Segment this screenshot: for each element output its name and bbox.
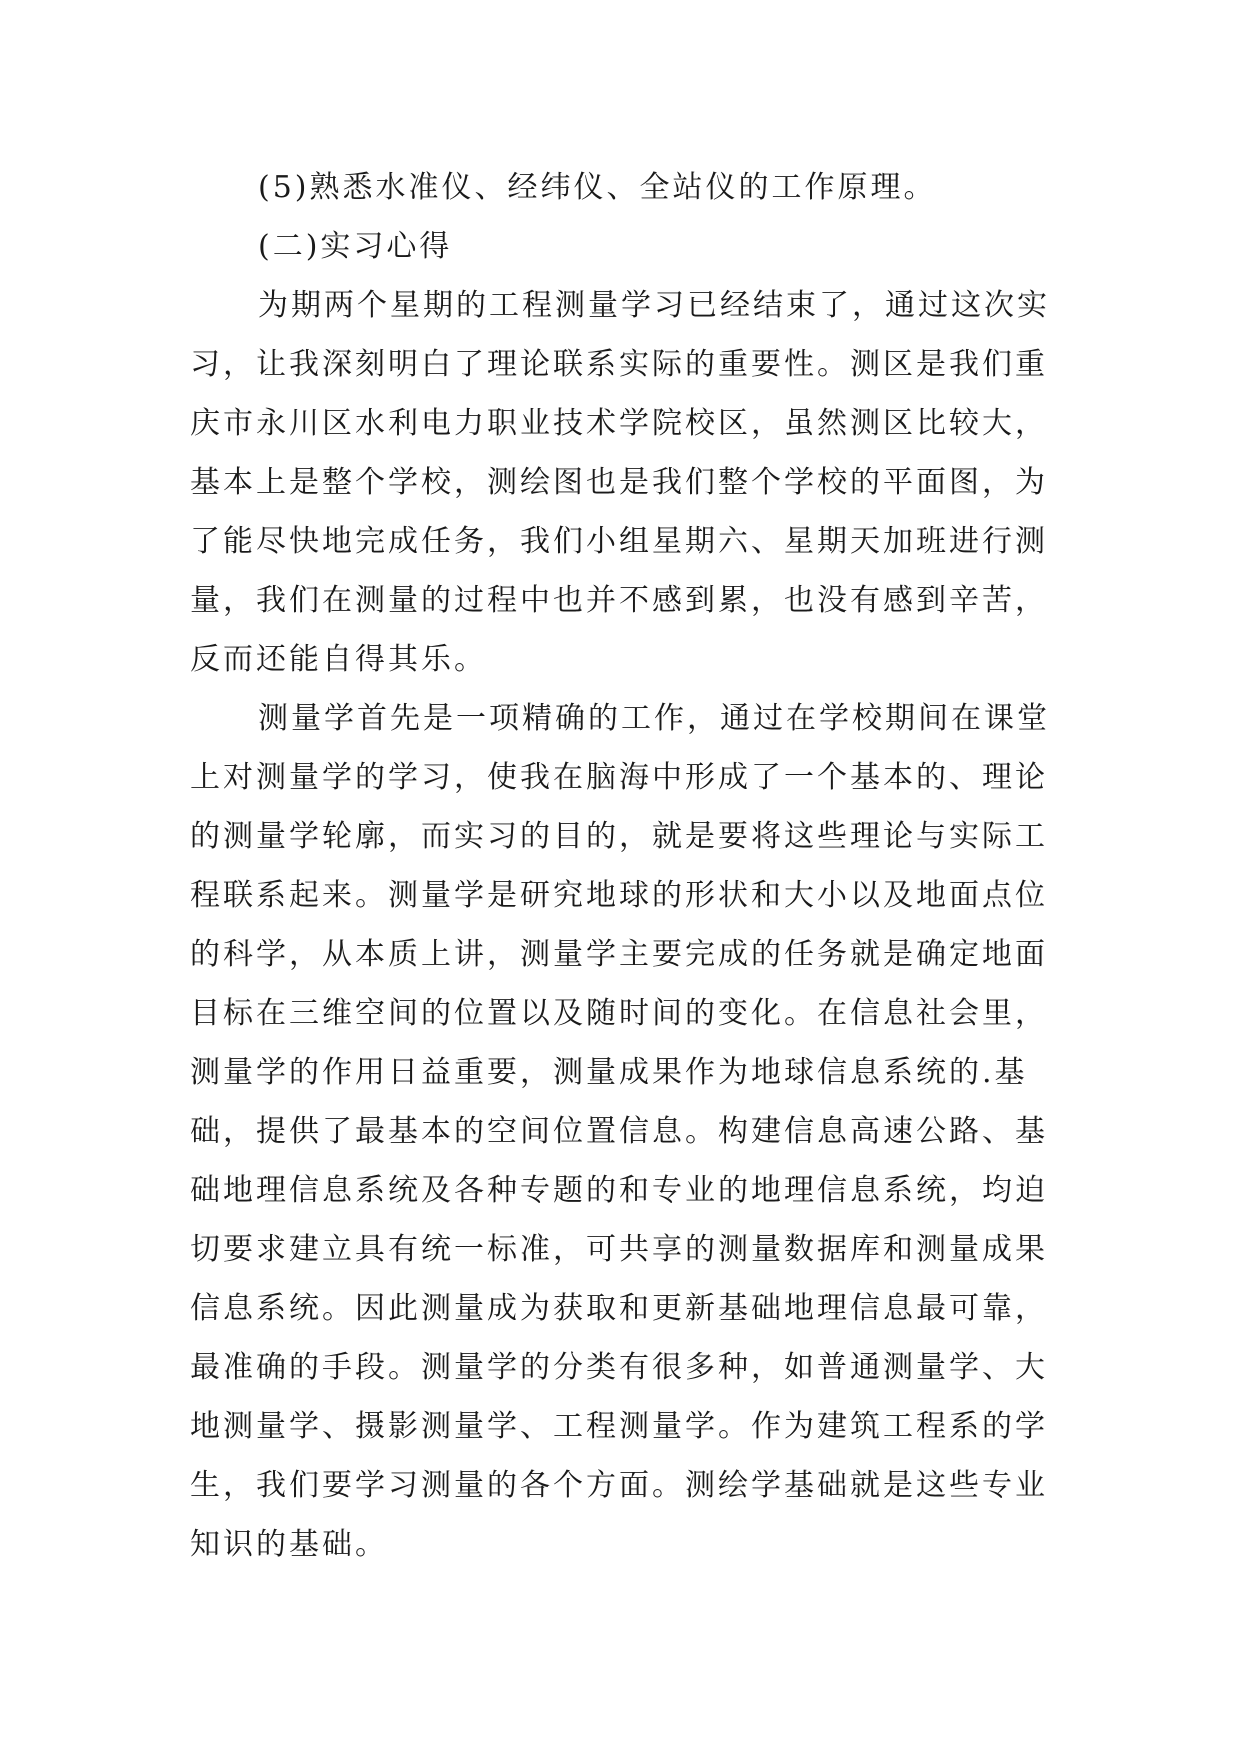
text-line: 为期两个星期的工程测量学习已经结束了，通过这次实 <box>258 288 1050 323</box>
text-line: 信息系统。因此测量成为获取和更新基础地理信息最可靠， <box>190 1291 1048 1326</box>
text-line: 测量学首先是一项精确的工作，通过在学校期间在课堂 <box>258 701 1050 736</box>
text-line: 地测量学、摄影测量学、工程测量学。作为建筑工程系的学 <box>190 1409 1048 1444</box>
text-line: 量，我们在测量的过程中也并不感到累，也没有感到辛苦， <box>190 583 1048 618</box>
text-line: 庆市永川区水利电力职业技术学院校区，虽然测区比较大， <box>190 406 1048 441</box>
body-text <box>190 158 1052 1574</box>
text-line: 最准确的手段。测量学的分类有很多种，如普通测量学、大 <box>190 1350 1048 1385</box>
text-line: 程联系起来。测量学是研究地球的形状和大小以及地面点位 <box>190 878 1048 913</box>
text-line: 目标在三维空间的位置以及随时间的变化。在信息社会里， <box>190 996 1048 1031</box>
text-line: 础地理信息系统及各种专题的和专业的地理信息系统，均迫 <box>190 1173 1048 1208</box>
text-line: 了能尽快地完成任务，我们小组星期六、星期天加班进行测 <box>190 524 1048 559</box>
text-line: 切要求建立具有统一标准，可共享的测量数据库和测量成果 <box>190 1232 1048 1267</box>
text-line: (5)熟悉水准仪、经纬仪、全站仪的工作原理。 <box>258 170 937 205</box>
text-line: (二)实习心得 <box>258 229 453 264</box>
text-line: 习，让我深刻明白了理论联系实际的重要性。测区是我们重 <box>190 347 1048 382</box>
text-line: 反而还能自得其乐。 <box>190 642 487 677</box>
text-line: 上对测量学的学习，使我在脑海中形成了一个基本的、理论 <box>190 760 1048 795</box>
text-line: 知识的基础。 <box>190 1527 388 1562</box>
text-line: 基本上是整个学校，测绘图也是我们整个学校的平面图，为 <box>190 465 1048 500</box>
text-line: 础，提供了最基本的空间位置信息。构建信息高速公路、基 <box>190 1114 1048 1149</box>
text-line: 生，我们要学习测量的各个方面。测绘学基础就是这些专业 <box>190 1468 1048 1503</box>
text-line: 的测量学轮廓，而实习的目的，就是要将这些理论与实际工 <box>190 819 1048 854</box>
text-line: 的科学，从本质上讲，测量学主要完成的任务就是确定地面 <box>190 937 1048 972</box>
text-line: 测量学的作用日益重要，测量成果作为地球信息系统的.基 <box>190 1055 1028 1090</box>
